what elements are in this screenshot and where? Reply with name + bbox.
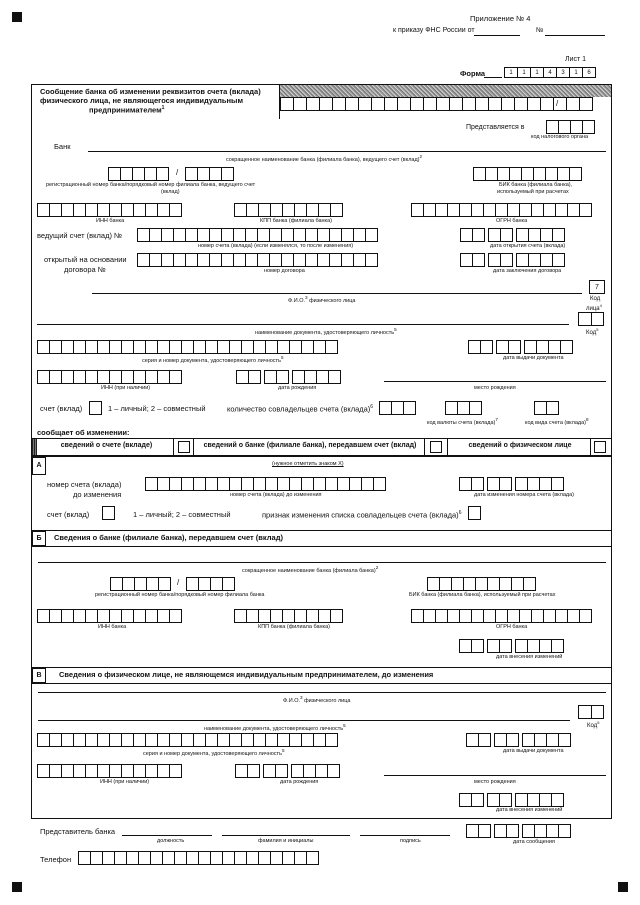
code2-label: Код$^5$ xyxy=(586,327,599,336)
tab-person[interactable]: сведений о физическом лице xyxy=(468,442,572,449)
currency-caption: код валюты счета (вклада)$^7$ xyxy=(427,417,498,426)
tab-bank-checkbox[interactable] xyxy=(430,441,442,453)
section-v-letter: В xyxy=(32,668,46,683)
title-line3: предпринимателем$^1$ xyxy=(89,105,165,115)
a-account-type-box[interactable] xyxy=(102,506,114,520)
appendix-label: Приложение № 4 xyxy=(470,14,531,23)
inn-person-caption: ИНН (при наличии) xyxy=(101,385,151,391)
face-code-box[interactable]: 7 xyxy=(589,280,605,294)
v-change-date[interactable] xyxy=(459,793,563,807)
birth-date-caption: дата рождения xyxy=(278,385,317,391)
birth-place-caption: место рождения xyxy=(474,385,516,391)
a-co-change-box[interactable] xyxy=(468,506,480,520)
phone-cells[interactable] xyxy=(78,851,318,865)
registration-mark-tl xyxy=(12,12,22,22)
mark-note: (нужное отметить знаком Х) xyxy=(272,461,344,467)
position-caption: должность xyxy=(157,838,185,844)
section-b-title: Сведения о банке (филиале банка), передавшем счет (вклад) xyxy=(54,533,283,542)
bank-label: Банк xyxy=(54,142,71,151)
inn-caption: ИНН банка xyxy=(96,218,125,224)
ogrn-caption: ОГРН банка xyxy=(496,218,528,224)
bik-cells[interactable] xyxy=(473,167,581,181)
b-bik-caption: БИК банка (филиала банка), используемый при расчетах xyxy=(409,592,556,598)
v-doc-caption: наименование документа, удостоверяющего личность$^5$ xyxy=(204,723,346,732)
v-fio-caption: Ф.И.О.$^3$ физического лица xyxy=(283,695,351,704)
bik-caption-1: БИК банка (филиала банка), xyxy=(499,182,573,188)
b-name-caption: сокращенное наименование банка (филиала банка)$^2$ xyxy=(242,565,379,574)
a-account-label: счет (вклад) xyxy=(47,510,90,519)
v-code-label: Код$^5$ xyxy=(587,720,600,729)
reg-slash: / xyxy=(176,168,179,177)
contract-date-caption: дата заключения договора xyxy=(493,268,562,274)
name-caption: фамилия и инициалы xyxy=(258,838,314,844)
contract-number[interactable] xyxy=(137,253,377,267)
bank-ogrn[interactable] xyxy=(411,203,591,217)
kpp-caption: КПП банка (филиала банка) xyxy=(260,218,332,224)
bik-caption-2: используемый при расчетах xyxy=(497,189,569,195)
slash: / xyxy=(556,99,559,108)
form-code: 1 1 1 4 3 1 6 xyxy=(504,67,595,78)
form-label: Форма xyxy=(460,69,486,78)
v-doc-series[interactable] xyxy=(37,733,337,747)
bank-kpp[interactable] xyxy=(234,203,342,217)
a-acc-caption: номер счета (вклада) до изменения xyxy=(230,492,322,498)
a-acc-label-1: номер счета (вклада) xyxy=(47,480,122,489)
b-branch-number[interactable] xyxy=(186,577,234,591)
title-line2: физического лица, не являющегося индивидуальным xyxy=(40,96,243,105)
order-no-prefix: № xyxy=(536,27,544,34)
bank-name-caption: сокращенное наименование банка (филиала банка), ведущего счет (вклад)$^2$ xyxy=(226,154,423,163)
kind-caption: код вида счета (вклада)$^8$ xyxy=(525,417,589,426)
b-kpp[interactable] xyxy=(234,609,342,623)
a-account-type: 1 – личный; 2 – совместный xyxy=(133,510,231,519)
section-v-title: Сведения о физическом лице, не являющемся индивидуальным предпринимателем, до изменения xyxy=(59,670,434,679)
reg-caption-2: (вклад) xyxy=(161,189,180,195)
v-doc-code-box[interactable] xyxy=(578,705,604,719)
fio-caption: Ф.И.О.$^3$ физического лица xyxy=(288,295,356,304)
co-owners-label: количество совладельцев счета (вклада)$^6$ xyxy=(227,404,374,414)
v-date-caption: дата внесения изменений xyxy=(496,807,563,813)
birth-date[interactable] xyxy=(236,370,340,384)
b-ogrn[interactable] xyxy=(411,609,591,623)
reg-number[interactable] xyxy=(108,167,168,181)
a-change-date[interactable] xyxy=(459,477,563,491)
b-change-date[interactable] xyxy=(459,639,563,653)
phone-label: Телефон xyxy=(40,855,72,864)
acc-label: ведущий счет (вклад) № xyxy=(37,231,123,240)
tab-account[interactable]: сведений о счете (вкладе) xyxy=(60,442,153,449)
tax-authority-code[interactable] xyxy=(546,120,594,134)
a-acc-label-2: до изменения xyxy=(73,490,122,499)
series-caption: серия и номер документа, удостоверяющего личность$^5$ xyxy=(142,355,284,364)
acc-caption: номер счета (вклада) (если изменялся, то после изменения) xyxy=(198,243,354,249)
b-date-caption: дата внесения изменений xyxy=(496,654,563,660)
face-label: лица$^4$ xyxy=(586,303,602,312)
v-inn[interactable] xyxy=(37,764,181,778)
doc-code-box[interactable] xyxy=(578,312,604,326)
b-inn-caption: ИНН банка xyxy=(98,624,127,630)
issue-date-caption: дата выдачи документа xyxy=(503,355,564,361)
currency-cells[interactable] xyxy=(445,401,481,415)
contract-caption: номер договора xyxy=(264,268,305,274)
v-inn-caption: ИНН (при наличии) xyxy=(100,779,150,785)
contract-date[interactable] xyxy=(460,253,564,267)
b-kpp-caption: КПП банка (филиала банка) xyxy=(258,624,330,630)
b-bik[interactable] xyxy=(427,577,535,591)
contract-label-2: договора № xyxy=(64,265,106,274)
msg-date-caption: дата сообщения xyxy=(513,839,555,845)
bank-inn[interactable] xyxy=(37,203,181,217)
barcode-strip xyxy=(280,85,611,97)
a-account-number[interactable] xyxy=(145,477,385,491)
sign-caption: подпись xyxy=(400,838,421,844)
kind-cells[interactable] xyxy=(534,401,558,415)
tab-person-checkbox[interactable] xyxy=(594,441,606,453)
branch-number[interactable] xyxy=(185,167,233,181)
b-reg-caption: регистрационный номер банка/порядковый номер филиала банка xyxy=(95,592,265,598)
account-type: 1 – личный; 2 – совместный xyxy=(108,404,206,413)
b-inn[interactable] xyxy=(37,609,181,623)
person-inn[interactable] xyxy=(37,370,181,384)
registration-mark-br xyxy=(618,882,628,892)
v-issue-date[interactable] xyxy=(466,733,570,747)
v-place-caption: место рождения xyxy=(474,779,516,785)
v-birth-caption: дата рождения xyxy=(280,779,319,785)
tab-account-checkbox[interactable] xyxy=(178,441,190,453)
co-owners-cells[interactable] xyxy=(379,401,415,415)
section-a-letter: А xyxy=(32,457,46,475)
section-b-letter: Б xyxy=(32,531,46,546)
b-reg-number[interactable] xyxy=(110,577,170,591)
issue-date[interactable] xyxy=(468,340,572,354)
b-ogrn-caption: ОГРН банка xyxy=(496,624,528,630)
rep-label: Представитель банка xyxy=(40,827,116,836)
top-code-cells xyxy=(280,97,592,111)
open-date[interactable] xyxy=(460,228,564,242)
message-date[interactable] xyxy=(466,824,570,838)
tax-code-caption: код налогового органа xyxy=(531,134,589,140)
reports-label: сообщает об изменении: xyxy=(37,428,130,437)
v-series-caption: серия и номер документа, удостоверяющего личность$^5$ xyxy=(143,748,285,757)
sheet-label: Лист 1 xyxy=(565,56,587,63)
v-issue-caption: дата выдачи документа xyxy=(503,748,564,754)
registration-mark-bl xyxy=(12,882,22,892)
submitted-to-label: Представляется в xyxy=(466,124,525,131)
a-co-change-label: признак изменения списка совладельцев счета (вклада)$^6$ xyxy=(262,510,462,520)
account-label: счет (вклад) xyxy=(40,404,83,413)
a-date-caption: дата изменения номера счета (вклада) xyxy=(474,492,574,498)
code-label: Код xyxy=(590,296,601,302)
tab-bank[interactable]: сведений о банке (филиале банка), передавшем счет (вклад) xyxy=(203,442,417,449)
order-prefix: к приказу ФНС России от xyxy=(393,27,475,34)
v-birth-date[interactable] xyxy=(235,764,339,778)
account-number[interactable] xyxy=(137,228,377,242)
doc-caption: наименование документа, удостоверяющего личность$^5$ xyxy=(255,327,397,336)
open-date-caption: дата открытия счета (вклада) xyxy=(490,243,566,249)
b-slash: / xyxy=(177,578,180,587)
title-line1: Сообщение банка об изменении реквизитов счета (вклада) xyxy=(40,87,261,96)
contract-label-1: открытый на основании xyxy=(44,255,127,264)
doc-series[interactable] xyxy=(37,340,337,354)
account-type-box[interactable] xyxy=(89,401,101,415)
reg-caption-1: регистрационный номер банка/порядковый номер филиала банка, ведущего счет xyxy=(46,182,256,188)
